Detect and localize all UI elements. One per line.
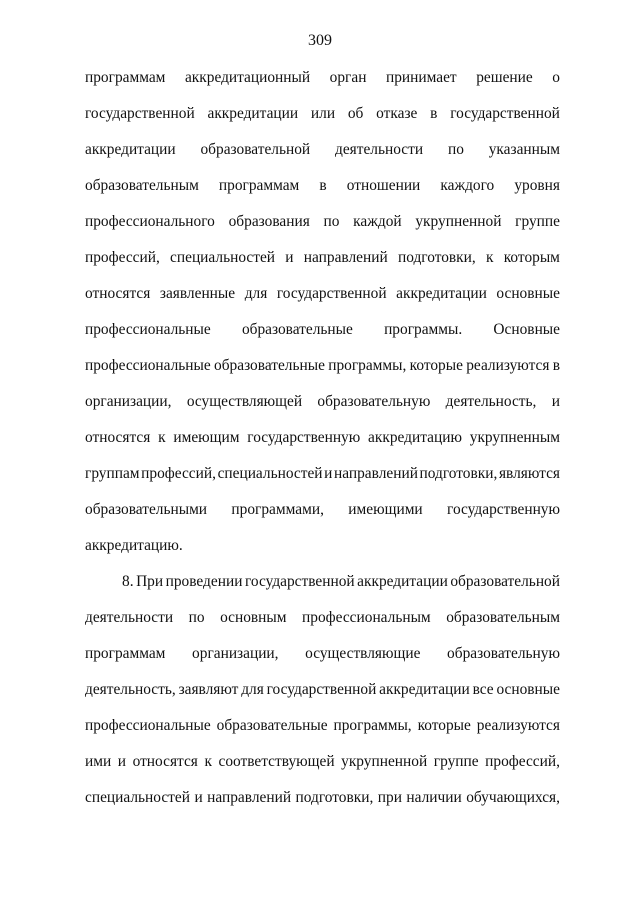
word: группе [433, 753, 479, 770]
word: основным [220, 609, 287, 626]
word: направлений [207, 789, 292, 806]
text-line [85, 788, 560, 808]
word: аккредитации [379, 681, 470, 698]
word: специальностей [85, 789, 190, 806]
word: подготовки, [295, 789, 374, 806]
word: при [377, 789, 402, 806]
word: деятельности [335, 141, 424, 158]
text-line [85, 536, 560, 556]
word: программам [85, 645, 166, 662]
word: указанным [488, 141, 560, 158]
word: принимает [385, 69, 457, 86]
word: укрупненным [469, 429, 560, 446]
word: орган [329, 69, 367, 86]
word: отношении [346, 177, 421, 194]
word: государственную [247, 429, 361, 446]
word: программам [218, 177, 300, 194]
word: программам [85, 69, 166, 86]
word: образовательные [214, 357, 325, 374]
word: в [319, 177, 327, 194]
word: образовательную [317, 393, 431, 410]
word: государственной [276, 285, 387, 302]
word: и [117, 753, 127, 770]
word: отказе [376, 105, 418, 122]
word: основные [496, 285, 560, 302]
word: группам [85, 465, 140, 482]
word: программами, [231, 501, 324, 518]
word: укрупненной [341, 753, 428, 770]
word: все [472, 681, 494, 698]
word: по [188, 609, 205, 626]
word: профессиональные [85, 321, 211, 338]
word: или [310, 105, 336, 122]
word: осуществляющей [186, 393, 303, 410]
word: подготовки, [397, 249, 476, 266]
word: деятельность, [85, 681, 176, 698]
word: образовательными [85, 501, 208, 518]
word: образовательной [200, 141, 311, 158]
word: в [552, 357, 560, 374]
word: ими [85, 753, 112, 770]
word: наличии [406, 789, 462, 806]
word: и [551, 393, 560, 410]
text-line [85, 608, 560, 628]
word: об [347, 105, 364, 122]
text-line [85, 320, 560, 340]
word: образовательным [446, 609, 560, 626]
word: 8. [122, 573, 134, 590]
text-line [85, 176, 560, 196]
word: соответствующей [218, 753, 335, 770]
text-line [85, 104, 560, 124]
word: Основные [493, 321, 560, 338]
word: заявляют [178, 681, 239, 698]
word: укрупненной [415, 213, 502, 230]
word: осуществляющие [305, 645, 421, 662]
word: направлений [303, 249, 388, 266]
text-line [85, 68, 560, 88]
word: по [323, 213, 340, 230]
text-line [85, 428, 560, 448]
word: проведении [165, 573, 243, 590]
word: аккредитации [207, 105, 299, 122]
word: образовательные [216, 717, 328, 734]
word: относятся [85, 285, 151, 302]
word: профессиональные [85, 357, 211, 374]
word: аккредитацию [368, 429, 462, 446]
word: подготовки, [419, 465, 498, 482]
word: аккредитацию. [85, 537, 183, 554]
word: деятельности [85, 609, 174, 626]
word: аккредитации [396, 285, 487, 302]
word: государственную [447, 501, 560, 518]
text-line [85, 248, 560, 268]
word: образовательные [241, 321, 353, 338]
word: имеющим [173, 429, 240, 446]
word: образовательной [450, 573, 560, 590]
word: являются [498, 465, 560, 482]
word: уровня [514, 177, 560, 194]
word: специальностей [170, 249, 276, 266]
word: и [324, 465, 333, 482]
word: деятельность, [445, 393, 537, 410]
word: направлений [334, 465, 418, 482]
word: и [285, 249, 294, 266]
word: имеющими [348, 501, 423, 518]
word: о [552, 69, 560, 86]
word: организации, [85, 393, 172, 410]
word: и [194, 789, 203, 806]
text-line [85, 392, 560, 412]
word: которые [409, 357, 463, 374]
word: При [136, 573, 164, 590]
word: к [204, 753, 212, 770]
word: обучающихся, [466, 789, 560, 806]
word: профессий, [485, 753, 560, 770]
word: аккредитации [357, 573, 448, 590]
word: государственной [85, 105, 195, 122]
word: основные [496, 681, 560, 698]
word: государственной [244, 573, 355, 590]
word: аккредитационный [184, 69, 311, 86]
word: образования [228, 213, 310, 230]
word: группе [515, 213, 560, 230]
text-line [85, 680, 560, 700]
word: образовательную [447, 645, 560, 662]
text-line [122, 572, 560, 592]
word: которые [417, 717, 471, 734]
word: для [241, 681, 264, 698]
word: профессиональным [302, 609, 431, 626]
word: в [430, 105, 438, 122]
word: профессиональные [85, 717, 211, 734]
word: образовательным [85, 177, 199, 194]
word: профессий, [141, 465, 216, 482]
word: программы, [333, 717, 412, 734]
word: которым [503, 249, 560, 266]
word: организации, [192, 645, 279, 662]
page-number: 309 [308, 32, 332, 49]
word: реализуются [476, 717, 560, 734]
word: решение [476, 69, 533, 86]
text-line [85, 500, 560, 520]
text-line [85, 464, 560, 484]
word: к [158, 429, 166, 446]
word: относятся [132, 753, 198, 770]
word: каждого [440, 177, 495, 194]
text-line [85, 356, 560, 376]
word: заявленные [159, 285, 236, 302]
word: каждой [353, 213, 402, 230]
text-line [85, 212, 560, 232]
text-line [85, 716, 560, 736]
text-line [85, 140, 560, 160]
word: специальностей [217, 465, 323, 482]
text-line [85, 284, 560, 304]
word: для [244, 285, 268, 302]
text-line [85, 752, 560, 772]
word: государственной [450, 105, 560, 122]
word: профессионального [85, 213, 215, 230]
word: программы. [384, 321, 463, 338]
word: государственной [266, 681, 377, 698]
word: профессий, [85, 249, 160, 266]
word: реализуются [466, 357, 550, 374]
word: относятся [85, 429, 151, 446]
text-line [85, 644, 560, 664]
word: по [447, 141, 464, 158]
word: программы, [328, 357, 407, 374]
word: аккредитации [85, 141, 176, 158]
word: к [486, 249, 494, 266]
